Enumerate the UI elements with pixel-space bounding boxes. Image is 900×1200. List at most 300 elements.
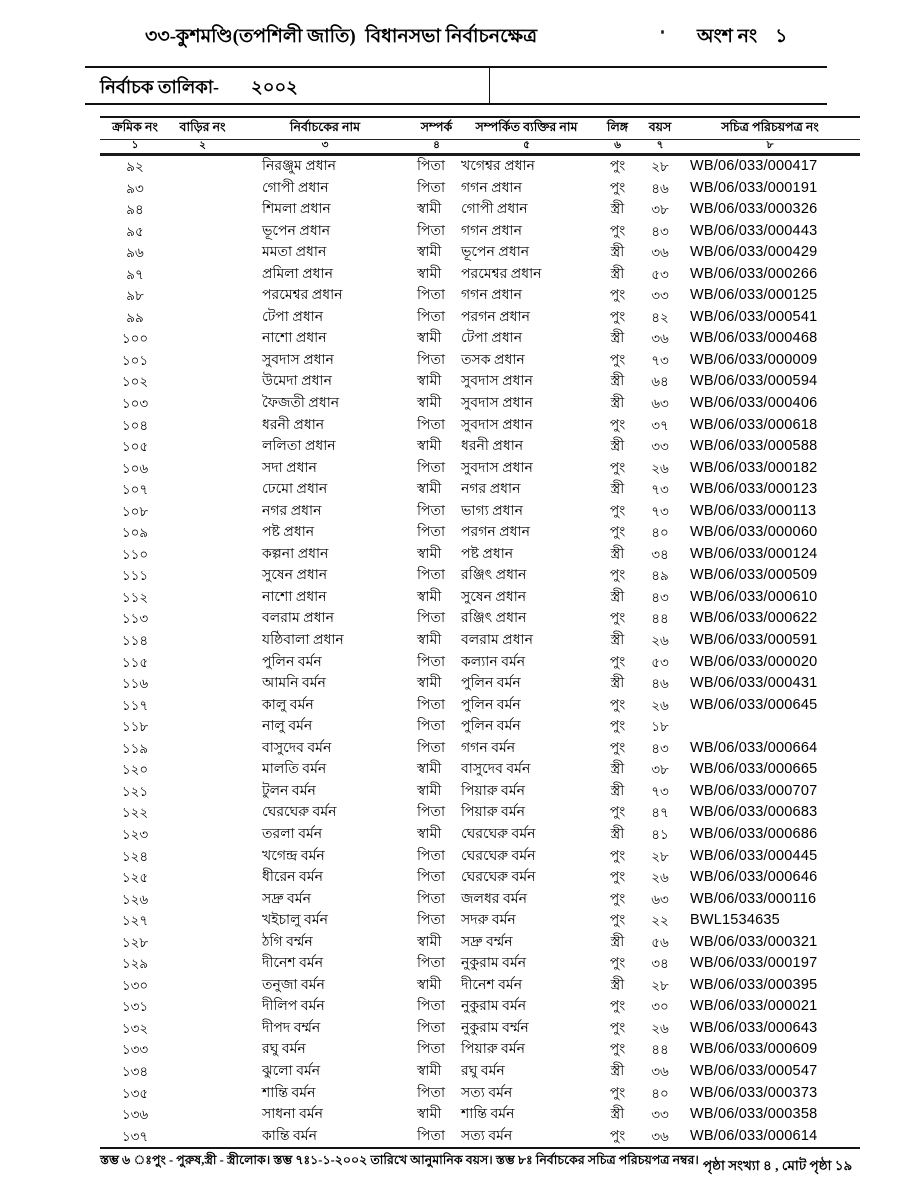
cell-gender: পুং: [609, 1128, 626, 1144]
cell-epic: WB/06/033/000509: [690, 567, 818, 584]
cell-serial: ১২৫: [121, 870, 149, 886]
cell-house: [170, 371, 235, 393]
cell-house: [170, 996, 235, 1018]
table-row: [100, 393, 860, 415]
cell-age: ২৬: [651, 870, 669, 886]
cell-serial: ১০৮: [121, 503, 149, 519]
cell-relative: সত্য বর্মন: [461, 1085, 513, 1101]
cell-age: ৩৩: [651, 1107, 669, 1123]
table-row: [100, 824, 860, 846]
scan-artifact-dot: [661, 30, 664, 34]
cell-epic: WB/06/033/000373: [690, 1084, 818, 1101]
cell-gender: স্ত্রী: [610, 546, 625, 562]
table-row: [100, 738, 860, 760]
cell-relation: স্বামী: [417, 396, 442, 412]
cell-house: [170, 953, 235, 975]
cell-name: মমতা প্রধান: [262, 245, 327, 261]
cell-name: দীনেশ বর্মন: [262, 956, 324, 972]
cell-relation: পিতা: [417, 1042, 446, 1058]
cell-name: টুলন বর্মন: [262, 783, 316, 799]
table-row: [100, 436, 860, 458]
cell-age: ৩৮: [651, 202, 669, 218]
table-row: [100, 350, 860, 372]
cell-age: ৩৪: [651, 956, 669, 972]
cell-house: [170, 932, 235, 954]
cell-age: ৭৩: [651, 783, 669, 799]
cell-name: নাশো প্রধান: [262, 331, 327, 347]
cell-epic: WB/06/033/000266: [690, 265, 818, 282]
cell-relation: পিতা: [417, 417, 446, 433]
cell-serial: ১১৩: [121, 611, 149, 627]
cell-relative: সুবদাস প্রধান: [461, 460, 533, 476]
cell-relative: সত্য বর্মন: [461, 1128, 513, 1144]
cell-relation: পিতা: [417, 740, 446, 756]
table-row: [100, 867, 860, 889]
cell-age: ৪০: [651, 1085, 669, 1101]
cell-name: ধরনী প্রধান: [262, 417, 325, 433]
table-row: [100, 802, 860, 824]
cell-age: ৩৪: [651, 546, 669, 562]
cell-gender: পুং: [609, 719, 626, 735]
table-row: [100, 1039, 860, 1061]
cell-relative: জলধর বর্মন: [461, 891, 527, 907]
cell-epic: WB/06/033/000547: [690, 1062, 818, 1079]
cell-relative: পরমেশ্বর প্রধান: [461, 266, 542, 282]
cell-epic: WB/06/033/000021: [690, 998, 818, 1015]
cell-relation: পিতা: [417, 1085, 446, 1101]
cell-age: ৬৩: [651, 891, 669, 907]
cell-name: প্রমিলা প্রধান: [262, 266, 333, 282]
cell-gender: স্ত্রী: [610, 762, 625, 778]
cell-gender: পুং: [609, 417, 626, 433]
cell-age: ৬৪: [651, 374, 669, 390]
table-row: [100, 759, 860, 781]
cell-relation: স্বামী: [417, 482, 442, 498]
cell-epic: WB/06/033/000686: [690, 825, 818, 842]
col-header-epic: সচিত্র পরিচয়পত্র নং: [721, 119, 819, 134]
cell-relation: স্বামী: [417, 331, 442, 347]
cell-house: [170, 458, 235, 480]
cell-serial: ৯৬: [126, 245, 144, 261]
cell-house: [170, 501, 235, 523]
cell-name: আমনি বর্মন: [262, 676, 326, 692]
cell-house: [170, 759, 235, 781]
cell-relation: পিতা: [417, 719, 446, 735]
cell-epic: WB/06/033/000182: [690, 459, 818, 476]
table-row: [100, 975, 860, 997]
cell-gender: পুং: [609, 956, 626, 972]
cell-relation: পিতা: [417, 309, 446, 325]
cell-name: দীপদ বর্ম্মন: [262, 1020, 321, 1036]
table-header-row: [100, 118, 860, 139]
cell-relative: তসক প্রধান: [461, 352, 525, 368]
cell-serial: ৯৫: [126, 223, 144, 239]
cell-age: ২৬: [651, 633, 669, 649]
cell-name: যষ্ঠিবালা প্রধান: [262, 633, 344, 649]
cell-epic: WB/06/033/000191: [690, 179, 818, 196]
cell-age: ৩৩: [651, 439, 669, 455]
cell-epic: WB/06/033/000431: [690, 675, 818, 692]
cell-house: [170, 436, 235, 458]
col-num-7: ৭: [656, 140, 664, 151]
cell-house: [170, 307, 235, 329]
cell-serial: ১৩৪: [121, 1063, 149, 1079]
cell-name: উমেদা প্রধান: [262, 374, 332, 390]
cell-epic: WB/06/033/000643: [690, 1019, 818, 1036]
cell-relative: সুষেন প্রধান: [461, 589, 527, 605]
cell-serial: ৯৪: [126, 202, 144, 218]
cell-age: ৩৬: [651, 1128, 669, 1144]
cell-gender: স্ত্রী: [610, 245, 625, 261]
cell-house: [170, 199, 235, 221]
cell-epic: WB/06/033/000326: [690, 201, 818, 218]
cell-age: ৪৪: [651, 1042, 669, 1058]
col-header-gender: লিঙ্গ: [606, 119, 629, 134]
cell-epic: WB/06/033/000614: [690, 1127, 818, 1144]
cell-age: ৪৩: [651, 740, 669, 756]
cell-name: বাসুদেব বর্মন: [262, 740, 332, 756]
cell-serial: ১৩৩: [121, 1042, 149, 1058]
col-header-house: বাড়ির নং: [179, 119, 226, 134]
cell-gender: স্ত্রী: [610, 439, 625, 455]
cell-epic: WB/06/033/000123: [690, 481, 818, 498]
cell-house: [170, 673, 235, 695]
cell-serial: ৯৭: [126, 266, 144, 282]
cell-epic: WB/06/033/000541: [690, 308, 818, 325]
cell-epic: WB/06/033/000588: [690, 438, 818, 455]
table-row: [100, 544, 860, 566]
cell-relation: স্বামী: [417, 826, 442, 842]
cell-epic: WB/06/033/000358: [690, 1106, 818, 1123]
cell-relative: নুকুরাম বর্মন: [461, 999, 527, 1015]
cell-serial: ৯৩: [126, 180, 144, 196]
table-row: [100, 1061, 860, 1083]
voter-table: [100, 116, 860, 1149]
constituency-title: ৩৩-কুশমণ্ডি(তপশিলী জাতি) বিধানসভা নির্বাচনক্ষেত্র: [145, 26, 538, 47]
cell-gender: স্ত্রী: [610, 202, 625, 218]
cell-house: [170, 242, 235, 264]
table-row: [100, 242, 860, 264]
cell-gender: স্ত্রী: [610, 977, 625, 993]
cell-epic: WB/06/033/000009: [690, 351, 818, 368]
cell-name: কান্তি বর্মন: [262, 1128, 317, 1144]
cell-gender: স্ত্রী: [610, 482, 625, 498]
table-row: [100, 221, 860, 243]
cell-name: খগেন্দ্র বর্মন: [262, 848, 325, 864]
cell-gender: পুং: [609, 740, 626, 756]
cell-age: ৫৩: [651, 266, 669, 282]
table-row: [100, 415, 860, 437]
cell-house: [170, 1018, 235, 1040]
table-body: [100, 156, 860, 1149]
cell-age: ২৬: [651, 1020, 669, 1036]
cell-name: ঢেমো প্রধান: [262, 482, 328, 498]
cell-house: [170, 608, 235, 630]
cell-serial: ১৩১: [121, 999, 149, 1015]
cell-gender: পুং: [609, 654, 626, 670]
cell-name: ললিতা প্রধান: [262, 439, 336, 455]
cell-epic: WB/06/033/000610: [690, 588, 818, 605]
cell-name: পষ্ট প্রধান: [262, 525, 315, 541]
cell-age: ৪১: [651, 826, 669, 842]
cell-house: [170, 565, 235, 587]
table-row: [100, 522, 860, 544]
cell-name: ঘেরঘেরু বর্মন: [262, 805, 337, 821]
cell-name: সদা প্রধান: [262, 460, 317, 476]
cell-relation: পিতা: [417, 159, 446, 174]
cell-serial: ১০৪: [121, 417, 149, 433]
table-row: [100, 910, 860, 932]
cell-name: পুলিন বর্মন: [262, 654, 322, 670]
cell-relative: দীনেশ বর্মন: [461, 977, 523, 993]
cell-serial: ১২৯: [121, 956, 149, 972]
cell-relation: পিতা: [417, 805, 446, 821]
cell-name: ভূপেন প্রধান: [262, 223, 331, 239]
cell-relative: পুলিন বর্মন: [461, 719, 521, 735]
cell-house: [170, 587, 235, 609]
cell-name: টেপা প্রধান: [262, 309, 324, 325]
cell-serial: ১৩৫: [121, 1085, 149, 1101]
cell-relative: ভাগ্য প্রধান: [461, 503, 523, 519]
roll-year-band: [85, 66, 827, 105]
cell-relative: ঘেরঘেরু বর্মন: [461, 870, 536, 886]
cell-serial: ১৩৬: [121, 1107, 149, 1123]
cell-age: ৭৩: [651, 503, 669, 519]
cell-relative: পিয়ারু বর্মন: [461, 1042, 525, 1058]
col-num-3: ৩: [321, 140, 329, 151]
cell-gender: পুং: [609, 503, 626, 519]
cell-gender: স্ত্রী: [610, 331, 625, 347]
cell-relative: ভূপেন প্রধান: [461, 245, 530, 261]
cell-relative: সদ্রু বর্ম্মন: [461, 934, 513, 950]
cell-name: শিমলা প্রধান: [262, 202, 331, 218]
cell-house: [170, 415, 235, 437]
cell-relative: পরগন প্রধান: [461, 309, 530, 325]
table-row: [100, 1018, 860, 1040]
cell-relative: ধরনী প্রধান: [461, 439, 524, 455]
cell-age: ৪৩: [651, 589, 669, 605]
cell-relative: সদরু বর্মন: [461, 913, 516, 929]
cell-relative: পিয়ারু বর্মন: [461, 783, 525, 799]
cell-serial: ১২৪: [121, 848, 149, 864]
roll-title-label: নির্বাচক তালিকা-: [100, 77, 220, 97]
cell-gender: পুং: [609, 891, 626, 907]
cell-relative: ঘেরঘেরু বর্মন: [461, 826, 536, 842]
part-number-label: অংশ নং: [697, 26, 758, 47]
cell-age: ৬৩: [651, 396, 669, 412]
cell-age: ৫৬: [651, 934, 669, 950]
cell-epic: WB/06/033/000591: [690, 632, 818, 649]
cell-name: নিরঞ্জুম প্রধান: [262, 159, 337, 174]
cell-gender: পুং: [609, 525, 626, 541]
cell-age: ৪০: [651, 525, 669, 541]
cell-serial: ১০৯: [121, 525, 149, 541]
cell-house: [170, 910, 235, 932]
cell-serial: ১৩০: [121, 977, 149, 993]
table-row: [100, 371, 860, 393]
cell-age: ৪৯: [651, 568, 669, 584]
cell-epic: WB/06/033/000618: [690, 416, 818, 433]
cell-relative: গগন প্রধান: [461, 180, 522, 196]
cell-age: ২৬: [651, 697, 669, 713]
cell-epic: WB/06/033/000468: [690, 330, 818, 347]
cell-serial: ১০৬: [121, 460, 149, 476]
cell-relation: পিতা: [417, 870, 446, 886]
cell-house: [170, 738, 235, 760]
cell-serial: ১২০: [121, 762, 149, 778]
part-number-value: ১: [775, 26, 788, 47]
table-row: [100, 932, 860, 954]
cell-age: ২৬: [651, 460, 669, 476]
table-row: [100, 156, 860, 178]
cell-house: [170, 975, 235, 997]
cell-relative: ঘেরঘেরু বর্মন: [461, 848, 536, 864]
cell-gender: স্ত্রী: [610, 1063, 625, 1079]
cell-name: খইচালু বর্মন: [262, 913, 328, 929]
cell-epic: WB/06/033/000443: [690, 222, 818, 239]
cell-name: রঘু বর্মন: [262, 1042, 306, 1058]
cell-house: [170, 802, 235, 824]
cell-relative: নুকুরাম বর্ম্মন: [461, 1020, 529, 1036]
part-number-block: [697, 22, 788, 54]
cell-gender: স্ত্রী: [610, 396, 625, 412]
cell-gender: পুং: [609, 1042, 626, 1058]
cell-gender: স্ত্রী: [610, 633, 625, 649]
cell-serial: ১১৫: [121, 654, 149, 670]
cell-name: শান্তি বর্মন: [262, 1085, 316, 1101]
table-row: [100, 1126, 860, 1148]
cell-serial: ১১৮: [121, 719, 149, 735]
cell-relation: পিতা: [417, 503, 446, 519]
cell-house: [170, 479, 235, 501]
table-row: [100, 953, 860, 975]
cell-name: দীলিপ বর্মন: [262, 999, 325, 1015]
cell-age: ৪৬: [651, 180, 669, 196]
cell-age: ৪৪: [651, 611, 669, 627]
cell-epic: WB/06/033/000116: [690, 890, 817, 907]
cell-relation: পিতা: [417, 956, 446, 972]
cell-relative: নগর প্রধান: [461, 482, 521, 498]
cell-age: ২২: [651, 913, 669, 929]
cell-relative: বাসুদেব বর্মন: [461, 762, 531, 778]
cell-house: [170, 781, 235, 803]
cell-gender: পুং: [609, 870, 626, 886]
cell-house: [170, 1083, 235, 1105]
col-header-relation: সম্পর্ক: [420, 119, 453, 134]
cell-gender: পুং: [609, 352, 626, 368]
cell-relation: পিতা: [417, 999, 446, 1015]
col-header-name: নির্বাচকের নাম: [289, 119, 361, 134]
cell-gender: পুং: [609, 288, 626, 304]
cell-gender: পুং: [609, 1020, 626, 1036]
cell-epic: WB/06/033/000664: [690, 739, 818, 756]
cell-relative: রঞ্জিৎ প্রধান: [461, 611, 527, 627]
cell-serial: ১২৬: [121, 891, 149, 907]
table-row: [100, 565, 860, 587]
cell-relation: স্বামী: [417, 439, 442, 455]
cell-epic: BWL1534635: [690, 912, 780, 929]
cell-serial: ১২৮: [121, 934, 149, 950]
cell-name: ফৈজতী প্রধান: [262, 396, 340, 412]
cell-gender: পুং: [609, 848, 626, 864]
cell-relation: স্বামী: [417, 546, 442, 562]
col-num-8: ৮: [766, 140, 774, 151]
cell-relation: পিতা: [417, 913, 446, 929]
cell-age: ৩০: [651, 999, 669, 1015]
col-header-age: বয়স: [648, 119, 672, 134]
table-row: [100, 695, 860, 717]
cell-relation: পিতা: [417, 180, 446, 196]
cell-name: নগর প্রধান: [262, 503, 322, 519]
table-row: [100, 889, 860, 911]
cell-relation: স্বামী: [417, 266, 442, 282]
cell-house: [170, 178, 235, 200]
cell-epic: WB/06/033/000020: [690, 653, 818, 670]
cell-relation: পিতা: [417, 352, 446, 368]
cell-name: ঝুলো বর্মন: [262, 1063, 321, 1079]
cell-relative: গগন প্রধান: [461, 288, 522, 304]
cell-relation: স্বামী: [417, 934, 442, 950]
cell-age: ২৮: [651, 159, 669, 174]
cell-gender: স্ত্রী: [610, 1107, 625, 1123]
cell-relation: পিতা: [417, 525, 446, 541]
table-row: [100, 652, 860, 674]
cell-relative: টেপা প্রধান: [461, 331, 523, 347]
cell-serial: ১১০: [121, 546, 149, 562]
cell-gender: পুং: [609, 999, 626, 1015]
col-num-4: ৪: [433, 140, 440, 151]
cell-gender: পুং: [609, 697, 626, 713]
cell-house: [170, 1039, 235, 1061]
cell-serial: ১২৭: [121, 913, 149, 929]
table-row: [100, 458, 860, 480]
cell-age: ৫৩: [651, 654, 669, 670]
cell-epic: WB/06/033/000445: [690, 847, 818, 864]
cell-age: ৩৩: [651, 288, 669, 304]
page-header: [0, 22, 900, 48]
cell-gender: স্ত্রী: [610, 783, 625, 799]
cell-age: ৩৮: [651, 762, 669, 778]
cell-epic: WB/06/033/000125: [690, 287, 818, 304]
cell-epic: WB/06/033/000197: [690, 955, 818, 972]
cell-epic: WB/06/033/000622: [690, 610, 818, 627]
cell-house: [170, 824, 235, 846]
cell-serial: ১০৫: [121, 439, 149, 455]
cell-gender: পুং: [609, 805, 626, 821]
cell-gender: পুং: [609, 568, 626, 584]
cell-serial: ১১১: [121, 568, 149, 584]
cell-serial: ১০৩: [121, 396, 149, 412]
cell-relation: স্বামী: [417, 762, 442, 778]
cell-serial: ১৩৭: [121, 1128, 149, 1144]
cell-house: [170, 221, 235, 243]
col-header-relative: সম্পর্কিত ব্যক্তির নাম: [475, 119, 578, 134]
cell-name: মালতি বর্মন: [262, 762, 327, 778]
cell-age: ৭৩: [651, 482, 669, 498]
cell-gender: পুং: [609, 309, 626, 325]
cell-name: বলরাম প্রধান: [262, 611, 334, 627]
cell-house: [170, 264, 235, 286]
cell-serial: ১২১: [121, 783, 149, 799]
cell-gender: পুং: [609, 159, 626, 174]
cell-relative: কল্যান বর্মন: [461, 654, 526, 670]
cell-gender: পুং: [609, 180, 626, 196]
cell-gender: পুং: [609, 913, 626, 929]
cell-name: ধীরেন বর্মন: [262, 870, 323, 886]
cell-relative: পিয়ারু বর্মন: [461, 805, 525, 821]
table-row: [100, 846, 860, 868]
table-row: [100, 264, 860, 286]
